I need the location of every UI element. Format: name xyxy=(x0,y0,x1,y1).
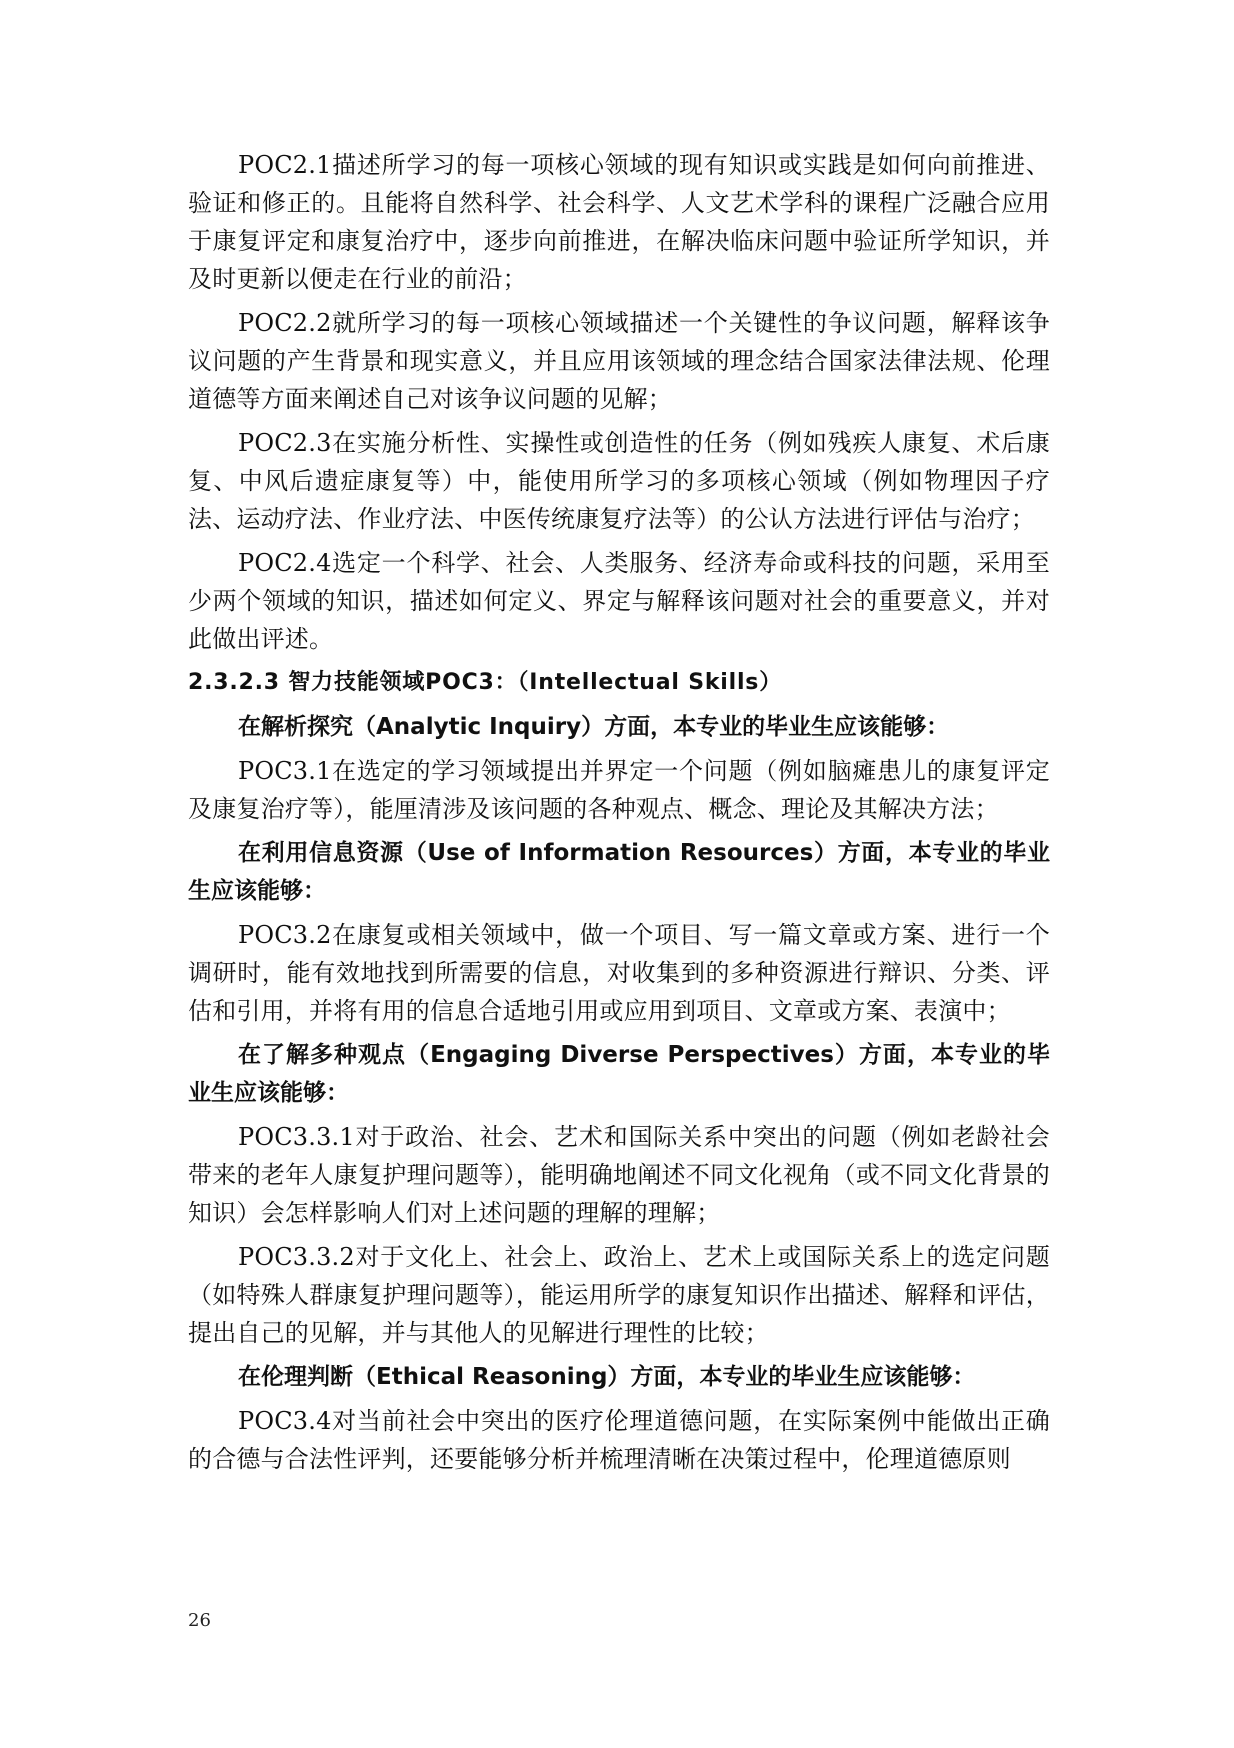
paragraph-poc3-1: POC3.1在选定的学习领域提出并界定一个问题（例如脑瘫患儿的康复评定及康复治疗等），能厘清涉及该问题的各种观点、概念、理论及其解决方法； xyxy=(188,757,1050,823)
subheading-analytic-inquiry: 在解析探究（Analytic Inquiry）方面，本专业的毕业生应该能够： xyxy=(238,714,950,740)
paragraph-poc3-4: POC3.4对当前社会中突出的医疗伦理道德问题，在实际案例中能做出正确的合德与合法性评判，还要能够分析并梳理清晰在决策过程中，伦理道德原则 xyxy=(188,1407,1050,1473)
page-number: 26 xyxy=(188,1610,211,1631)
paragraph-poc2-2: POC2.2就所学习的每一项核心领域描述一个关键性的争议问题，解释该争议问题的产生背景和现实意义，并且应用该领域的理念结合国家法律法规、伦理道德等方面来阐述自己对该争议问题的见解； xyxy=(188,309,1050,413)
paragraph-poc2-3: POC2.3在实施分析性、实操性或创造性的任务（例如残疾人康复、术后康复、中风后遗症康复等）中，能使用所学习的多项核心领域（例如物理因子疗法、运动疗法、作业疗法、中医传统康复疗法等）的公认方法进行评估与治疗； xyxy=(188,429,1050,533)
page-body xyxy=(188,146,1050,1484)
subheading-ethical-reasoning: 在伦理判断（Ethical Reasoning）方面，本专业的毕业生应该能够： xyxy=(238,1364,976,1390)
subheading-information-resources: 在利用信息资源（Use of Information Resources）方面，本专业的毕业生应该能够： xyxy=(188,840,1050,904)
subheading-diverse-perspectives: 在了解多种观点（Engaging Diverse Perspectives）方面，本专业的毕业生应该能够： xyxy=(188,1042,1050,1106)
paragraph-poc2-1: POC2.1描述所学习的每一项核心领域的现有知识或实践是如何向前推进、验证和修正的。且能将自然科学、社会科学、人文艺术学科的课程广泛融合应用于康复评定和康复治疗中，逐步向前推进，在解决临床问题中验证所学知识，并及时更新以便走在行业的前沿； xyxy=(188,151,1050,293)
paragraph-poc3-2: POC3.2在康复或相关领域中，做一个项目、写一篇文章或方案、进行一个调研时，能有效地找到所需要的信息，对收集到的多种资源进行辩识、分类、评估和引用，并将有用的信息合适地引用或应用到项目、文章或方案、表演中； xyxy=(188,921,1050,1025)
section-heading-poc3: 2.3.2.3 智力技能领域POC3：（Intellectual Skills） xyxy=(188,670,782,695)
paragraph-poc3-3-2: POC3.3.2对于文化上、社会上、政治上、艺术上或国际关系上的选定问题（如特殊人群康复护理问题等），能运用所学的康复知识作出描述、解释和评估，提出自己的见解，并与其他人的见解进行理性的比较； xyxy=(188,1243,1050,1347)
paragraph-poc2-4: POC2.4选定一个科学、社会、人类服务、经济寿命或科技的问题，采用至少两个领域的知识，描述如何定义、界定与解释该问题对社会的重要意义，并对此做出评述。 xyxy=(188,549,1050,653)
paragraph-poc3-3-1: POC3.3.1对于政治、社会、艺术和国际关系中突出的问题（例如老龄社会带来的老年人康复护理问题等），能明确地阐述不同文化视角（或不同文化背景的知识）会怎样影响人们对上述问题的理解的理解； xyxy=(188,1123,1050,1227)
